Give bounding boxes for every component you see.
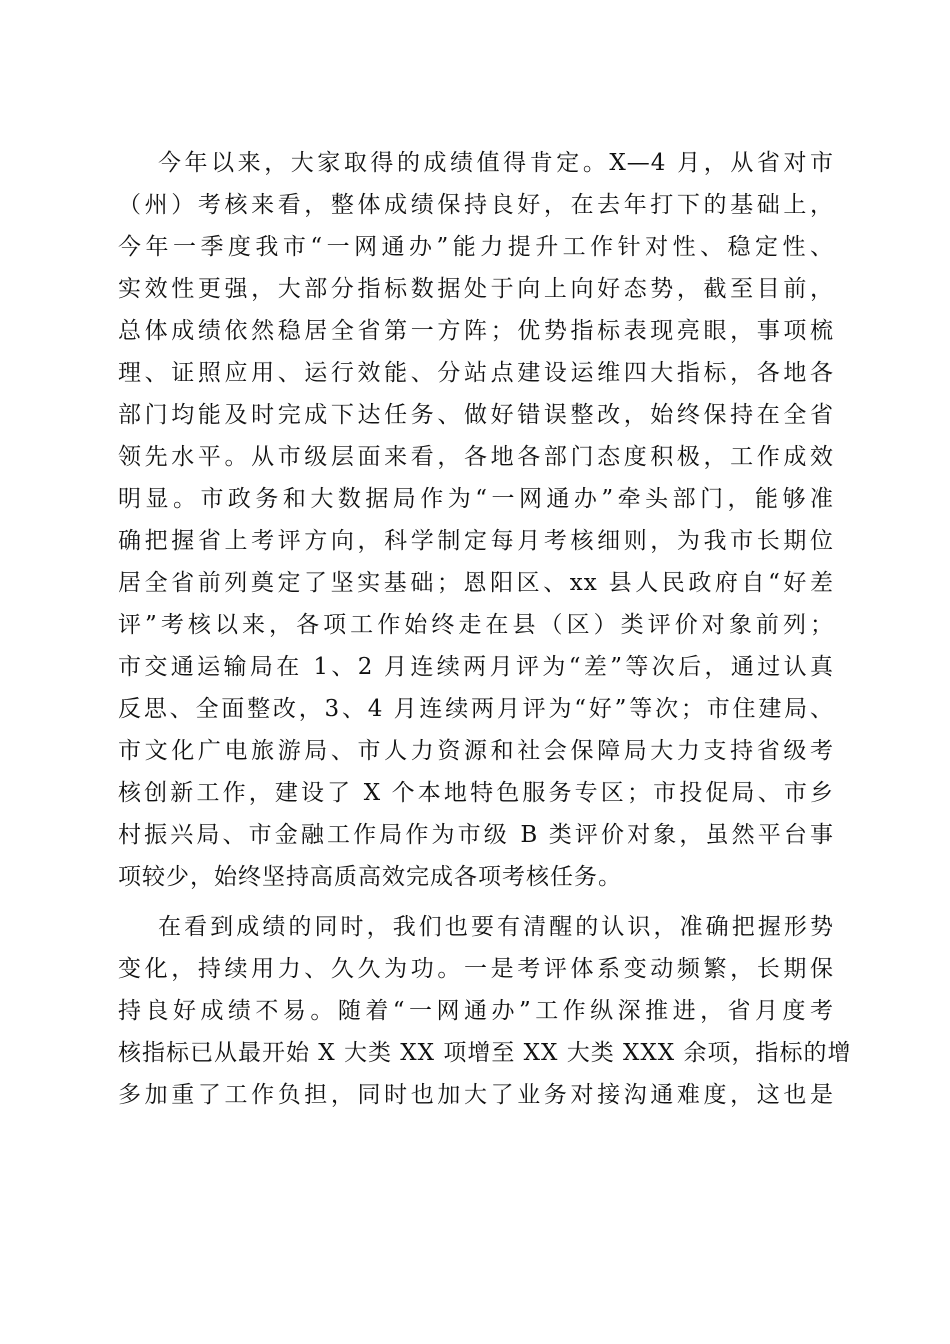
body-text <box>118 142 852 1124</box>
text-line: 项较少，始终坚持高质高效完成各项考核任务。 <box>118 864 622 890</box>
text-line: 评”考核以来，各项工作始终走在县（区）类评价对象前列； <box>118 612 834 638</box>
text-line: 市文化广电旅游局、市人力资源和社会保障局大力支持省级考 <box>118 738 834 764</box>
text-line: 理、证照应用、运行效能、分站点建设运维四大指标，各地各 <box>118 360 834 386</box>
paragraph-2 <box>118 906 852 1116</box>
text-line: （州）考核来看，整体成绩保持良好，在去年打下的基础上， <box>118 192 834 218</box>
text-line: 今年一季度我市“一网通办”能力提升工作针对性、稳定性、 <box>118 234 834 260</box>
text-line: 反思、全面整改，3、4 月连续两月评为“好”等次；市住建局、 <box>118 696 834 722</box>
text-line: 总体成绩依然稳居全省第一方阵；优势指标表现亮眼，事项梳 <box>118 318 834 344</box>
text-line: 明显。市政务和大数据局作为“一网通办”牵头部门，能够准 <box>118 486 834 512</box>
text-line: 村振兴局、市金融工作局作为市级 B 类评价对象，虽然平台事 <box>118 822 834 848</box>
text-line: 确把握省上考评方向，科学制定每月考核细则，为我市长期位 <box>118 528 834 554</box>
text-line: 领先水平。从市级层面来看，各地各部门态度积极，工作成效 <box>118 444 834 470</box>
text-line: 变化，持续用力、久久为功。一是考评体系变动频繁，长期保 <box>118 956 834 982</box>
text-line: 部门均能及时完成下达任务、做好错误整改，始终保持在全省 <box>118 402 834 428</box>
paragraph-1 <box>118 142 834 898</box>
text-line: 核创新工作，建设了 X 个本地特色服务专区；市投促局、市乡 <box>118 780 834 806</box>
text-line: 持良好成绩不易。随着“一网通办”工作纵深推进，省月度考 <box>118 998 834 1024</box>
text-line: 在看到成绩的同时，我们也要有清醒的认识，准确把握形势 <box>158 914 834 940</box>
text-line: 居全省前列奠定了坚实基础；恩阳区、xx 县人民政府自“好差 <box>118 570 834 596</box>
text-line: 核指标已从最开始 X 大类 XX 项增至 XX 大类 XXX 余项，指标的增 <box>118 1040 852 1066</box>
text-line: 多加重了工作负担，同时也加大了业务对接沟通难度，这也是 <box>118 1082 834 1108</box>
text-line: 今年以来，大家取得的成绩值得肯定。X—4 月，从省对市 <box>158 150 834 176</box>
text-line: 市交通运输局在 1、2 月连续两月评为“差”等次后，通过认真 <box>118 654 834 680</box>
text-line: 实效性更强，大部分指标数据处于向上向好态势，截至目前， <box>118 276 834 302</box>
